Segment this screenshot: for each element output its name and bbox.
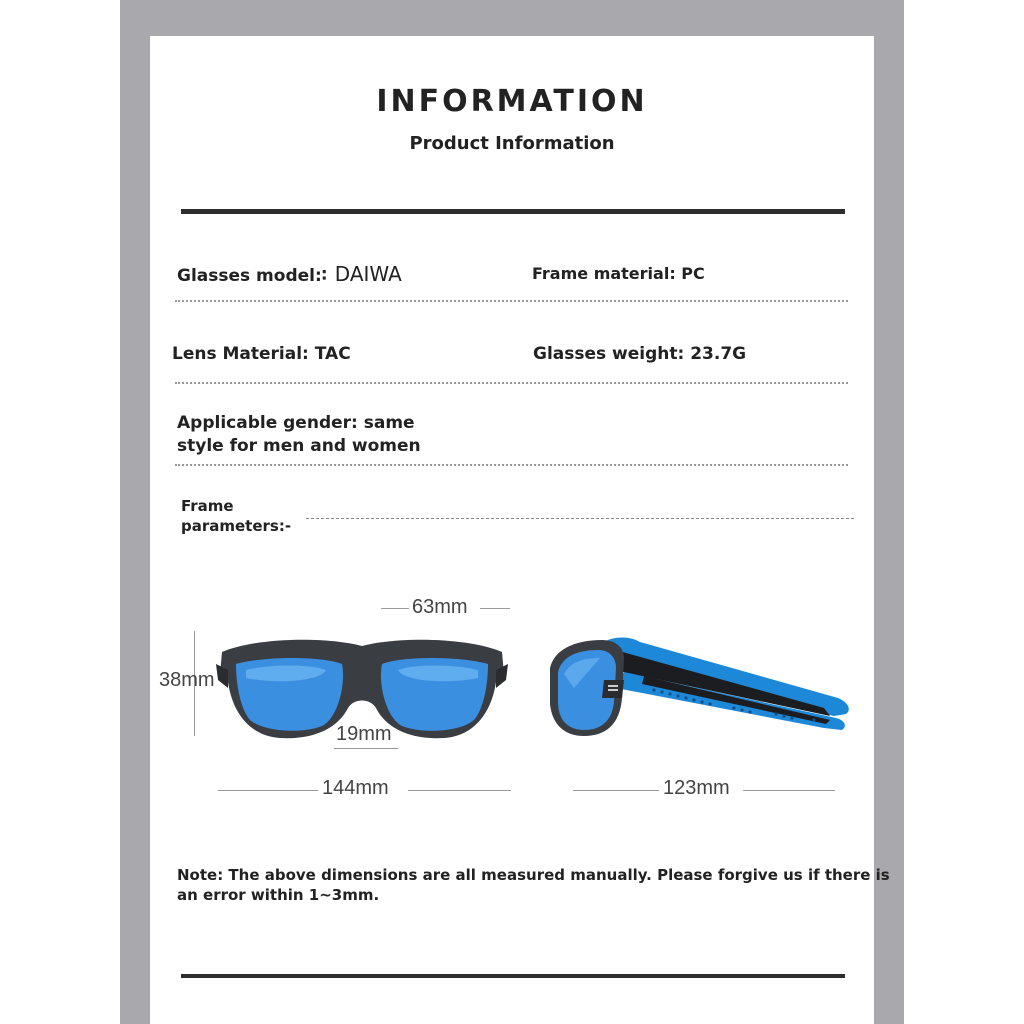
- bridge-line: [334, 748, 398, 749]
- gender-line-1: Applicable gender: same: [177, 413, 415, 433]
- page-subtitle: Product Information: [409, 133, 615, 154]
- lens-width-line: [381, 608, 409, 609]
- glasses-model-label: Glasses model:∶: [177, 266, 327, 286]
- lens-material: Lens Material: TAC: [172, 344, 351, 364]
- lens-width-label: 63mm: [412, 596, 468, 618]
- gender-line-2: style for men and women: [177, 436, 421, 456]
- bridge-label: 19mm: [336, 723, 392, 745]
- lens-width-line: [480, 608, 510, 609]
- note-line-2: an error within 1~3mm.: [177, 886, 380, 904]
- total-width-line: [218, 790, 318, 791]
- row-divider: [175, 300, 848, 302]
- frame-params-divider: [306, 518, 854, 519]
- glasses-model: [177, 262, 402, 286]
- note-line-1: Note: The above dimensions are all measured manually. Please forgive us if there is: [177, 866, 890, 884]
- frame-material: Frame material: PC: [532, 264, 705, 283]
- total-width-line: [408, 790, 511, 791]
- row-divider: [175, 382, 848, 384]
- lens-height-label: 38mm: [159, 669, 215, 691]
- glasses-model-value: DAIWA: [334, 262, 402, 286]
- frame-params-line-2: parameters:-: [181, 517, 292, 535]
- temple-length-line: [573, 790, 659, 791]
- row-divider: [175, 464, 848, 466]
- glasses-weight: Glasses weight: 23.7G: [533, 344, 747, 364]
- temple-length-label: 123mm: [663, 777, 730, 799]
- total-width-label: 144mm: [322, 777, 389, 799]
- temple-length-line: [743, 790, 835, 791]
- bottom-divider: [181, 974, 845, 978]
- frame-params-line-1: Frame: [181, 497, 234, 515]
- page-title: INFORMATION: [376, 84, 648, 119]
- brand-plate: [602, 680, 624, 698]
- sunglasses-side-view: [544, 628, 854, 746]
- top-divider: [181, 209, 845, 214]
